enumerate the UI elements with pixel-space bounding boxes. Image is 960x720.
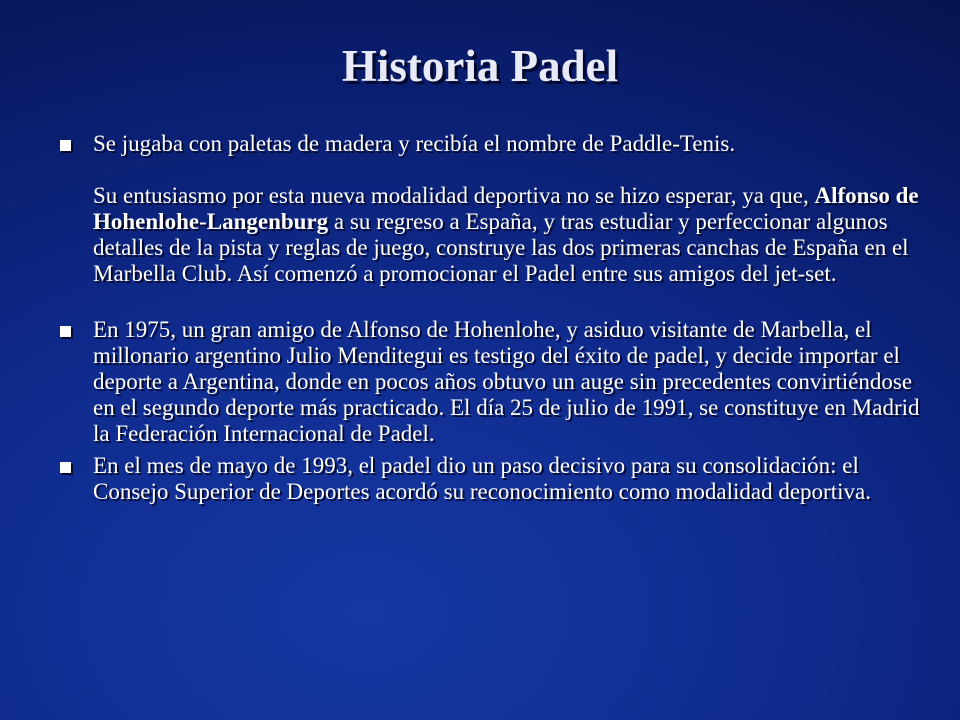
bullet-item-recognition (60, 453, 920, 505)
square-bullet-icon (60, 326, 71, 337)
bullet-paragraph (93, 183, 920, 287)
slide-title: Historia Padel (341, 41, 619, 91)
bullet-paragraph: En el mes de mayo de 1993, el padel dio un paso decisivo para su consolidación: el Consejo Superior de Deportes acordó su reconocimiento como modalidad deportiva. (93, 453, 871, 504)
bullet-paragraph: En 1975, un gran amigo de Alfonso de Hohenlohe, y asiduo visitante de Marbella, el millonario argentino Julio Menditegui es testigo del éxito de padel, y decide importar el deporte a Argentina, donde en pocos años obtuvo un auge sin precedentes convirtiéndose en el segundo deporte más practicado. El día 25 de julio de 1991, se constituye en Madrid la Federación Internacional de Padel. (93, 317, 920, 446)
bullet-list (60, 131, 920, 505)
bullet-text: Su entusiasmo por esta nueva modalidad deportiva no se hizo esperar, ya que, (93, 183, 809, 208)
bullet-item-history-origin (60, 131, 920, 287)
bullet-text: a su regreso a España, y tras estudiar y perfeccionar algunos detalles de la pista y reglas de juego, construye las dos primeras canchas de España en el Marbella Club. Así comenzó a promocionar el Padel entre sus amigos del jet-set. (93, 209, 909, 286)
square-bullet-icon (60, 140, 71, 151)
highlighted-name: Alfonso de Hohenlohe-Langenburg (93, 183, 919, 234)
square-bullet-icon (60, 462, 71, 473)
bullet-item-argentina (60, 317, 920, 447)
bullet-paragraph: Se jugaba con paletas de madera y recibía el nombre de Paddle-Tenis. (93, 131, 736, 156)
